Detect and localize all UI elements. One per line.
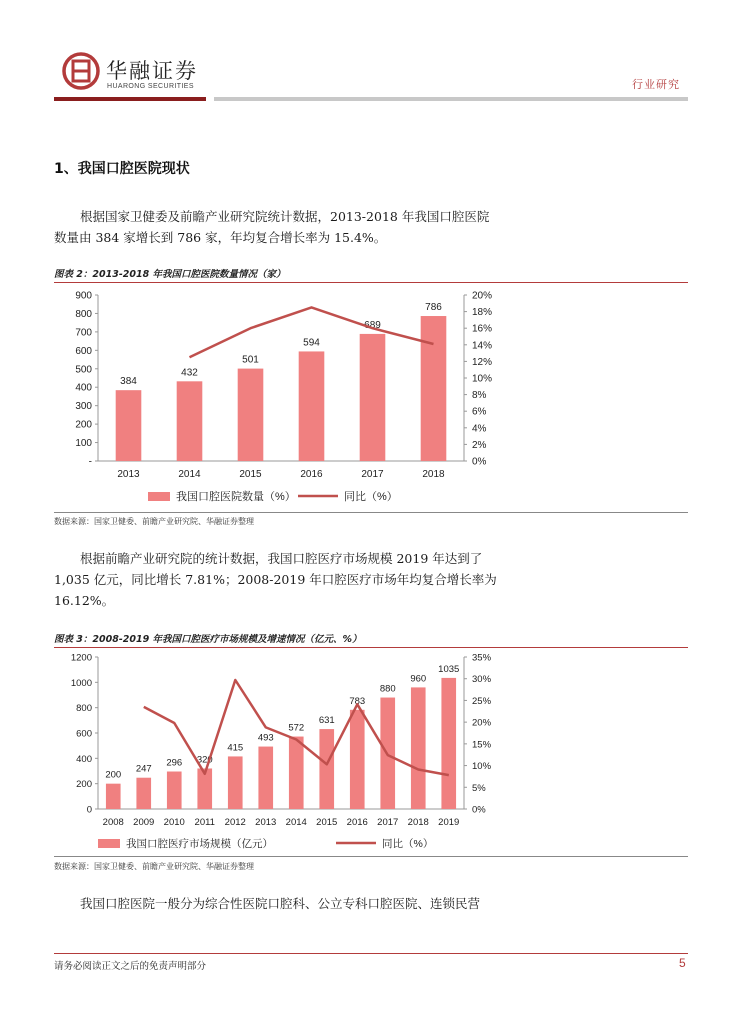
paragraph-line: 我国口腔医院一般分为综合性医院口腔科、公立专科口腔医院、连锁民营 <box>80 896 481 911</box>
bar <box>350 710 365 809</box>
paragraph-line: 根据前瞻产业研究院的统计数据，我国口腔医疗市场规模 2019 年达到了 <box>80 551 483 566</box>
bar <box>136 778 151 809</box>
x-tick-label: 2018 <box>422 469 445 480</box>
header-rule-dark <box>54 97 206 101</box>
right-tick-label: 30% <box>472 674 492 686</box>
bar <box>299 351 325 461</box>
right-tick-label: 2% <box>472 439 487 451</box>
right-tick-label: 35% <box>472 652 492 664</box>
footer-disclaimer: 请务必阅读正文之后的免责声明部分 <box>54 961 207 972</box>
legend-bar-label: 我国口腔医院数量（%） <box>176 491 296 503</box>
figure-3-title-rule <box>54 647 688 648</box>
x-tick-label: 2015 <box>239 469 262 480</box>
bar-data-label: 432 <box>181 367 198 379</box>
right-tick-label: 20% <box>472 290 493 302</box>
yoy-growth-line <box>190 307 434 357</box>
left-tick-label: 800 <box>76 703 92 715</box>
left-tick-label: 200 <box>75 419 92 431</box>
right-tick-label: 12% <box>472 356 493 368</box>
figure-3-source: 数据来源：国家卫健委、前瞻产业研究院、华融证券整理 <box>54 862 254 871</box>
right-tick-label: 25% <box>472 695 492 707</box>
right-tick-label: 20% <box>472 717 492 729</box>
bar <box>421 316 447 461</box>
right-tick-label: 10% <box>472 761 492 773</box>
left-tick-label: 1200 <box>70 652 92 664</box>
paragraph-line: 16.12%。 <box>54 593 115 608</box>
left-tick-label: 700 <box>75 327 92 339</box>
left-tick-label: 400 <box>75 382 92 394</box>
bar <box>258 747 273 809</box>
right-tick-label: 16% <box>472 323 493 335</box>
left-tick-label: - <box>88 456 92 468</box>
left-tick-label: 300 <box>75 401 92 413</box>
left-tick-label: 0 <box>86 804 92 816</box>
bar <box>167 772 182 809</box>
figure-3-bottom-rule <box>54 856 688 857</box>
paragraph-1 <box>54 206 694 248</box>
figure-3-title: 图表 3：2008-2019 年我国口腔医疗市场规模及增速情况（亿元、%） <box>54 634 362 645</box>
paragraph-3 <box>54 893 694 914</box>
page-number: 5 <box>679 956 686 970</box>
bar <box>441 678 456 809</box>
x-tick-label: 2013 <box>117 469 140 480</box>
right-tick-label: 14% <box>472 340 493 352</box>
bar-data-label: 296 <box>166 757 183 769</box>
x-tick-label: 2014 <box>178 469 201 480</box>
x-tick-label: 2008 <box>102 817 124 828</box>
right-tick-label: 0% <box>472 804 486 816</box>
brand-name-en: HUARONG SECURITIES <box>107 83 194 90</box>
x-tick-label: 2011 <box>194 817 215 828</box>
bar <box>411 687 426 809</box>
bar-data-label: 631 <box>318 715 335 727</box>
legend-line-label: 同比（%） <box>344 491 398 503</box>
left-tick-label: 600 <box>75 345 92 357</box>
right-tick-label: 10% <box>472 373 493 385</box>
x-tick-label: 2009 <box>133 817 155 828</box>
right-tick-label: 15% <box>472 739 492 751</box>
right-tick-label: 18% <box>472 307 493 319</box>
bar <box>360 334 386 461</box>
left-tick-label: 600 <box>76 728 92 740</box>
x-tick-label: 2019 <box>438 817 460 828</box>
huarong-logo-icon <box>62 52 100 90</box>
left-tick-label: 100 <box>75 438 92 450</box>
paragraph-line: 数量由 384 家增长到 786 家，年均复合增长率为 15.4%。 <box>54 230 387 245</box>
bar-data-label: 880 <box>379 683 396 695</box>
legend-bar-label: 我国口腔医疗市场规模（亿元） <box>126 838 273 850</box>
x-tick-label: 2012 <box>224 817 246 828</box>
footer-rule <box>54 953 688 954</box>
bar-data-label: 415 <box>227 742 244 754</box>
brand-name: 华融证券 <box>106 59 198 83</box>
bar <box>116 390 142 461</box>
left-tick-label: 500 <box>75 364 92 376</box>
right-tick-label: 0% <box>472 456 487 468</box>
x-tick-label: 2018 <box>407 817 429 828</box>
figure-2-bottom-rule <box>54 512 688 513</box>
bar-data-label: 572 <box>288 722 305 734</box>
x-tick-label: 2013 <box>255 817 277 828</box>
left-tick-label: 800 <box>75 308 92 320</box>
section-title: 1、我国口腔医院现状 <box>54 161 190 177</box>
paragraph-line: 根据国家卫健委及前瞻产业研究院统计数据，2013-2018 年我国口腔医院 <box>80 209 490 224</box>
figure-2-source: 数据来源：国家卫健委、前瞻产业研究院、华融证券整理 <box>54 517 254 526</box>
left-tick-label: 200 <box>76 779 92 791</box>
header-category: 行业研究 <box>632 78 680 91</box>
right-tick-label: 5% <box>472 782 486 794</box>
bar-data-label: 786 <box>425 302 442 314</box>
legend-bar-swatch <box>148 492 170 501</box>
x-tick-label: 2016 <box>300 469 323 480</box>
legend-bar-swatch <box>98 839 120 848</box>
bar-data-label: 320 <box>196 754 213 766</box>
right-tick-label: 4% <box>472 423 487 435</box>
bar <box>319 729 334 809</box>
bar <box>228 756 243 809</box>
bar-data-label: 960 <box>410 673 427 685</box>
x-tick-label: 2010 <box>163 817 185 828</box>
bar-data-label: 594 <box>303 337 320 349</box>
x-tick-label: 2017 <box>377 817 399 828</box>
bar-data-label: 689 <box>364 319 381 331</box>
bar-data-label: 493 <box>257 732 274 744</box>
x-tick-label: 2016 <box>346 817 368 828</box>
left-tick-label: 400 <box>76 753 92 765</box>
x-tick-label: 2014 <box>285 817 307 828</box>
bar-data-label: 501 <box>242 354 259 366</box>
figure-2-title-rule <box>54 282 688 283</box>
bar-data-label: 247 <box>135 763 152 775</box>
bar <box>289 737 304 809</box>
bar-data-label: 1035 <box>438 663 460 675</box>
bar <box>238 369 264 461</box>
bar-data-label: 384 <box>120 376 137 388</box>
market-size-chart <box>54 650 688 856</box>
header-rule-light <box>214 97 688 101</box>
bar <box>106 784 121 809</box>
paragraph-line: 1,035 亿元，同比增长 7.81%；2008-2019 年口腔医疗市场年均复合增长率为 <box>54 572 497 587</box>
left-tick-label: 1000 <box>70 677 92 689</box>
paragraph-2 <box>54 548 694 611</box>
bar <box>177 381 203 461</box>
left-tick-label: 900 <box>75 290 92 302</box>
figure-2-title: 图表 2：2013-2018 年我国口腔医院数量情况（家） <box>54 269 286 280</box>
legend-line-label: 同比（%） <box>382 838 434 850</box>
bar-data-label: 783 <box>349 695 366 707</box>
x-tick-label: 2017 <box>361 469 384 480</box>
right-tick-label: 6% <box>472 406 487 418</box>
bar-data-label: 200 <box>105 769 122 781</box>
right-tick-label: 8% <box>472 390 487 402</box>
hospital-count-chart <box>54 286 688 511</box>
header <box>0 0 741 110</box>
x-tick-label: 2015 <box>316 817 338 828</box>
